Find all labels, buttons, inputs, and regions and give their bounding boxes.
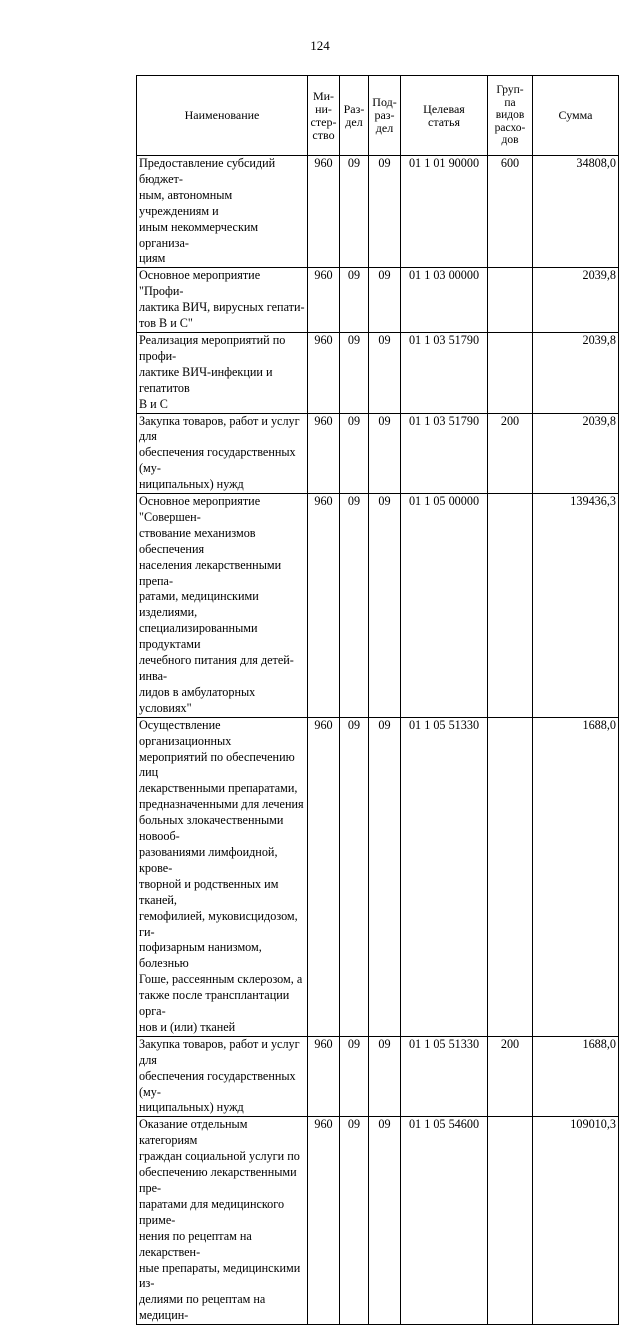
row-section: 09	[340, 332, 369, 413]
header-ministry: Ми- ни- стер- ство	[308, 76, 340, 156]
row-group	[488, 332, 533, 413]
row-sum: 34808,0	[533, 156, 619, 268]
header-section: Раз- дел	[340, 76, 369, 156]
row-group	[488, 717, 533, 1036]
row-ministry: 960	[308, 332, 340, 413]
table-row	[137, 1117, 619, 1325]
row-ministry: 960	[308, 494, 340, 718]
row-sum: 2039,8	[533, 268, 619, 333]
table-row	[137, 717, 619, 1036]
row-ministry: 960	[308, 1036, 340, 1117]
row-target: 01 1 05 54600	[401, 1117, 488, 1325]
row-section: 09	[340, 268, 369, 333]
page-number: 124	[310, 38, 330, 53]
row-name: Предоставление субсидий бюджет- ным, автономным учреждениям и иным некоммерческим организа- циям	[137, 156, 308, 268]
table-row	[137, 413, 619, 494]
row-target: 01 1 05 51330	[401, 1036, 488, 1117]
header-group: Груп- па видов расхо- дов	[488, 76, 533, 156]
row-name: Оказание отдельным категориям граждан социальной услуги по обеспечению лекарственными пре- паратами для медицинского приме- нения по рецептам на лекарствен- ные препараты, медицинскими из- делиями по рецептам на медицин-	[137, 1117, 308, 1325]
row-subsection: 09	[369, 268, 401, 333]
table-row	[137, 156, 619, 268]
row-group	[488, 1117, 533, 1325]
row-sum: 1688,0	[533, 717, 619, 1036]
table-row	[137, 332, 619, 413]
row-section: 09	[340, 1036, 369, 1117]
budget-table	[136, 75, 619, 1325]
row-ministry: 960	[308, 717, 340, 1036]
row-ministry: 960	[308, 1117, 340, 1325]
header-subsection: Под- раз- дел	[369, 76, 401, 156]
row-section: 09	[340, 1117, 369, 1325]
row-ministry: 960	[308, 268, 340, 333]
row-group	[488, 494, 533, 718]
row-group	[488, 268, 533, 333]
row-ministry: 960	[308, 413, 340, 494]
header-target: Целевая статья	[401, 76, 488, 156]
row-name: Закупка товаров, работ и услуг для обеспечения государственных (му- ниципальных) нужд	[137, 413, 308, 494]
table-row	[137, 268, 619, 333]
row-section: 09	[340, 156, 369, 268]
row-name: Реализация мероприятий по профи- лактике ВИЧ-инфекции и гепатитов В и С	[137, 332, 308, 413]
row-target: 01 1 03 51790	[401, 413, 488, 494]
row-group: 600	[488, 156, 533, 268]
row-sum: 139436,3	[533, 494, 619, 718]
row-sum: 1688,0	[533, 1036, 619, 1117]
row-subsection: 09	[369, 717, 401, 1036]
row-group: 200	[488, 1036, 533, 1117]
table-row	[137, 494, 619, 718]
row-subsection: 09	[369, 494, 401, 718]
row-sum: 109010,3	[533, 1117, 619, 1325]
row-ministry: 960	[308, 156, 340, 268]
row-sum: 2039,8	[533, 413, 619, 494]
row-target: 01 1 01 90000	[401, 156, 488, 268]
row-subsection: 09	[369, 332, 401, 413]
row-subsection: 09	[369, 156, 401, 268]
row-name: Основное мероприятие "Профи- лактика ВИЧ, вирусных гепати- тов В и С"	[137, 268, 308, 333]
header-sum: Сумма	[533, 76, 619, 156]
row-group: 200	[488, 413, 533, 494]
row-target: 01 1 03 00000	[401, 268, 488, 333]
row-section: 09	[340, 413, 369, 494]
row-name: Осуществление организационных мероприятий по обеспечению лиц лекарственными препаратами, предназначенными для лечения больных злокачественными новооб- разованиями лимфоидной, крове- творной и родственных им тканей, гемофилией, муковисцидозом, ги- пофизарным нанизмом, болезнью Гоше, рассеянным склерозом, а также после трансплантации орга- нов и (или) тканей	[137, 717, 308, 1036]
header-name: Наименование	[137, 76, 308, 156]
row-target: 01 1 05 00000	[401, 494, 488, 718]
row-target: 01 1 05 51330	[401, 717, 488, 1036]
table-row	[137, 1036, 619, 1117]
header-row	[137, 76, 619, 156]
row-section: 09	[340, 717, 369, 1036]
row-subsection: 09	[369, 413, 401, 494]
row-name: Закупка товаров, работ и услуг для обеспечения государственных (му- ниципальных) нужд	[137, 1036, 308, 1117]
row-name: Основное мероприятие "Совершен- ствование механизмов обеспечения населения лекарственными препа- ратами, медицинскими изделиями, специализированными продуктами лечебного питания для детей-инва- лидов в амбулаторных условиях"	[137, 494, 308, 718]
row-section: 09	[340, 494, 369, 718]
row-subsection: 09	[369, 1117, 401, 1325]
row-subsection: 09	[369, 1036, 401, 1117]
row-sum: 2039,8	[533, 332, 619, 413]
row-target: 01 1 03 51790	[401, 332, 488, 413]
